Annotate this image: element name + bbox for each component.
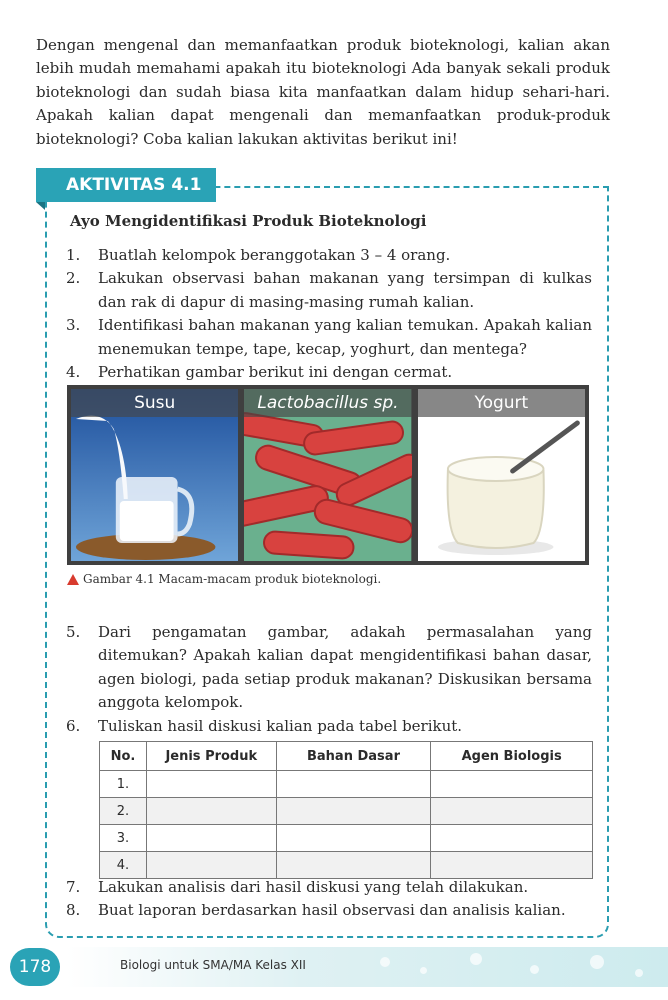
step-number: 7. [66,878,81,896]
table-row [100,798,593,825]
step-text: Identifikasi bahan makanan yang kalian temukan. Apakah kalian menemukan tempe, tape, kecap, yoghurt, dan mentega? [98,316,592,358]
panel-label-yogurt: Yogurt [418,389,585,417]
row-number: 4. [100,852,147,879]
column-header: Bahan Dasar [276,742,431,771]
decor-dot [380,957,390,967]
product-figure [67,385,589,565]
step-number: 3. [66,316,81,335]
row-number: 1. [100,771,147,798]
decor-dot [470,953,482,965]
column-header: Agen Biologis [431,742,593,771]
step-text: Buatlah kelompok beranggotakan 3 – 4 orang. [98,246,451,264]
table-cell[interactable] [431,852,593,879]
step-text: Lakukan observasi bahan makanan yang tersimpan di kulkas dan rak di dapur di masing-masing rumah kalian. [98,269,592,311]
step-number: 6. [66,716,81,735]
milk-panel [71,389,238,561]
steps-list [66,876,592,923]
step-number: 2. [66,269,81,288]
table-row [100,825,593,852]
table-cell[interactable] [431,771,593,798]
step-item [66,876,592,899]
table-header-row [100,742,593,771]
panel-label-bacteria: Lactobacillus sp. [244,389,411,417]
step-item [66,267,592,314]
table-cell[interactable] [276,825,431,852]
column-header: Jenis Produk [146,742,276,771]
yogurt-panel [418,389,585,561]
row-number: 2. [100,798,147,825]
step-text: Perhatikan gambar berikut ini dengan cermat. [98,363,453,382]
panel-label-milk: Susu [71,389,238,417]
table-cell[interactable] [146,771,276,798]
column-header: No. [100,742,147,771]
caption-text: Gambar 4.1 Macam-macam produk bioteknologi. [83,572,382,586]
table-cell[interactable] [276,852,431,879]
table-cell[interactable] [146,825,276,852]
page-number: 178 [10,948,60,986]
bacteria-panel [244,389,411,561]
figure-caption [67,572,381,586]
activity-title: Ayo Mengidentifikasi Produk Bioteknologi [70,212,427,230]
decor-dot [420,967,427,974]
table-cell[interactable] [431,798,593,825]
table-cell[interactable] [276,798,431,825]
step-item [66,715,592,738]
result-table [99,741,593,879]
step-number: 1. [66,246,81,264]
step-item [66,621,592,715]
activity-tab: AKTIVITAS 4.1 [36,168,216,202]
step-number: 4. [66,363,81,382]
decor-dot [635,969,643,977]
step-text: Tuliskan hasil diskusi kalian pada tabel berikut. [98,716,463,735]
decor-dot [530,965,539,974]
row-number: 3. [100,825,147,852]
step-text: Dari pengamatan gambar, adakah permasalahan yang ditemukan? Apakah kalian dapat mengidentifikasi bahan dasar, agen biologi, pada setiap produk makanan? Diskusikan bersama anggota kelompok. [98,623,592,712]
step-number: 8. [66,901,81,920]
triangle-icon [67,574,79,585]
step-number: 5. [66,623,81,641]
step-text: Buat laporan berdasarkan hasil observasi dan analisis kalian. [98,901,566,920]
footer-bar [0,947,668,987]
table-cell[interactable] [276,771,431,798]
step-item [66,899,592,922]
table-cell[interactable] [146,852,276,879]
book-title: Biologi untuk SMA/MA Kelas XII [120,958,306,972]
table-cell[interactable] [146,798,276,825]
decor-dot [590,955,604,969]
step-text: Lakukan analisis dari hasil diskusi yang telah dilakukan. [98,878,529,896]
steps-list [66,621,592,738]
steps-list [66,244,592,384]
table-row [100,852,593,879]
intro-paragraph: Dengan mengenal dan memanfaatkan produk bioteknologi, kalian akan lebih mudah memahami apakah itu bioteknologi Ada banyak sekali produk bioteknologi dan sudah biasa kita manfaatkan dalam hidup sehari-hari. Apakah kalian dapat mengenali dan memanfaatkan produk-produk bioteknologi? Coba kalian lakukan aktivitas berikut ini! [36,36,610,148]
step-item [66,314,592,361]
table-cell[interactable] [431,825,593,852]
step-item [66,244,592,267]
step-item [66,361,592,384]
table-row [100,771,593,798]
